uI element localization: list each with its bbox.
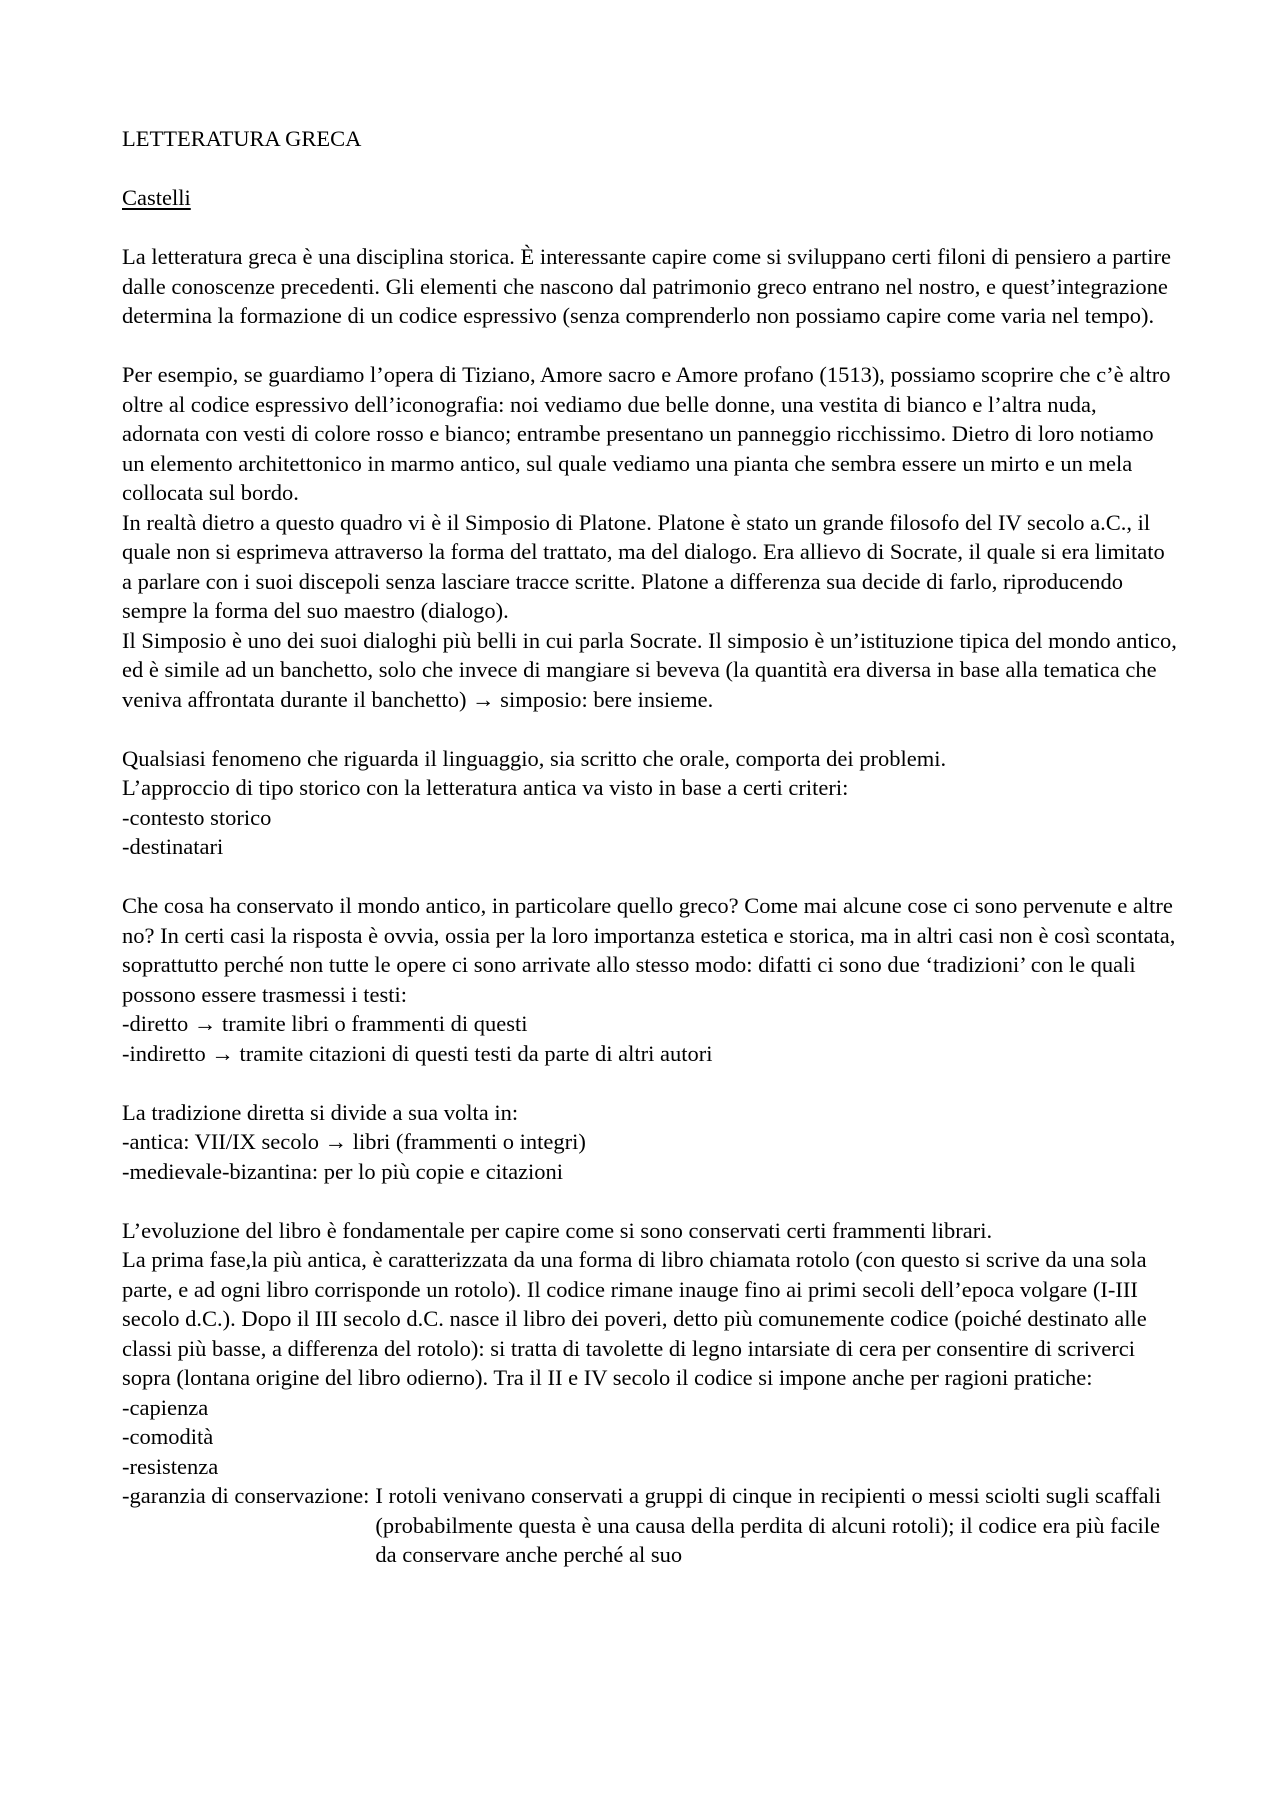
paragraph-platone: In realtà dietro a questo quadro vi è il Simposio di Platone. Platone è stato un grande filosofo del IV secolo a.C., il quale non si esprimeva attraverso la forma del trattato, ma del dialogo. Era allievo di Socrate, il quale si era limitato a parlare con i suoi discepoli senza lasciare tracce scritte. Platone a differenza sua decide di farlo, riproducendo sempre la forma del suo maestro (dialogo). <box>122 509 1165 623</box>
paragraph-tiziano: Per esempio, se guardiamo l’opera di Tiziano, Amore sacro e Amore profano (1513), possiamo scoprire che c’è altro oltre al codice espressivo dell’iconografia: noi vediamo due belle donne, una vestita di bianco e l’altra nuda, adornata con vesti di colore rosso e bianco; entrambe presentano un panneggio ricchissimo. Dietro di loro notiamo un elemento architettonico in marmo antico, sul quale vediamo una pianta che sembra essere un mirto e un mela collocata sul bordo. <box>122 362 1171 505</box>
list-item: -capienza <box>122 1394 209 1420</box>
paragraph-linguaggio: Qualsiasi fenomeno che riguarda il linguaggio, sia scritto che orale, comporta dei problemi. <box>122 745 947 771</box>
paragraph-tradizioni: Che cosa ha conservato il mondo antico, in particolare quello greco? Come mai alcune cose ci sono pervenute e altre no? In certi casi la risposta è ovvia, ossia per la loro importanza estetica e storica, ma in altri casi non è così scontata, soprattutto perché non tutte le opere ci sono arrivate allo stesso modo: difatti ci sono due ‘tradizioni’ con le quali possono essere trasmessi i testi: <box>122 893 1176 1007</box>
paragraph-evoluzione-libro: L’evoluzione del libro è fondamentale per capire come si sono conservati certi frammenti librari. <box>122 1217 993 1243</box>
list-item: -destinatari <box>122 834 224 859</box>
list-item: -diretto → tramite libri o frammenti di questi <box>122 1011 528 1036</box>
paragraph-approccio: L’approccio di tipo storico con la letteratura antica va visto in base a certi criteri: <box>122 775 849 800</box>
paragraph-tradizione-diretta: La tradizione diretta si divide a sua volta in: <box>122 1099 519 1125</box>
list-item-hanging <box>122 1481 1177 1570</box>
paragraph-rotolo-codice: La prima fase,la più antica, è caratterizzata da una forma di libro chiamata rotolo (con questo si scrive da una sola parte, e ad ogni libro corrisponde un rotolo). Il codice rimane inauge fino ai primi secoli dell’epoca volgare (I-III secolo d.C.). Dopo il III secolo d.C. nasce il libro dei poveri, detto più comunemente codice (poiché destinato alle classi più basse, a differenza del rotolo): si tratta di tavolette di legno intarsiate di cera per consentire di scriverci sopra (lontana origine del libro odierno). Tra il II e IV secolo il codice si impone anche per ragioni pratiche: <box>122 1247 1147 1390</box>
list-item: -comodità <box>122 1424 214 1449</box>
document-title: LETTERATURA GRECA <box>122 126 362 151</box>
list-item-description: I rotoli venivano conservati a gruppi di cinque in recipienti o messi sciolti sugli scaffali (probabilmente questa è una causa della perdita di alcuni rotoli); il codice era più facile da conservare anche perché al suo <box>375 1483 1162 1567</box>
list-item-label: -garanzia di conservazione: <box>122 1483 370 1508</box>
list-item: -medievale-bizantina: per lo più copie e citazioni <box>122 1158 564 1184</box>
list-item: -resistenza <box>122 1453 219 1479</box>
list-item: -antica: VII/IX secolo → libri (frammenti o integri) <box>122 1129 586 1154</box>
paragraph-intro: La letteratura greca è una disciplina storica. È interessante capire come si sviluppano certi filoni di pensiero a partire dalle conoscenze precedenti. Gli elementi che nascono dal patrimonio greco entrano nel nostro, e quest’integrazione determina la formazione di un codice espressivo (senza comprenderlo non possiamo capire come varia nel tempo). <box>122 244 1171 328</box>
paragraph-simposio: Il Simposio è uno dei suoi dialoghi più belli in cui parla Socrate. Il simposio è un’istituzione tipica del mondo antico, ed è simile ad un banchetto, solo che invece di mangiare si beveva (la quantità era diversa in base alla tematica che veniva affrontata durante il banchetto) → simposio: bere insieme. <box>122 627 1177 712</box>
list-item: -indiretto → tramite citazioni di questi testi da parte di altri autori <box>122 1040 713 1066</box>
author-heading: Castelli <box>122 185 191 210</box>
list-item: -contesto storico <box>122 804 272 830</box>
document-body <box>122 124 1177 1570</box>
